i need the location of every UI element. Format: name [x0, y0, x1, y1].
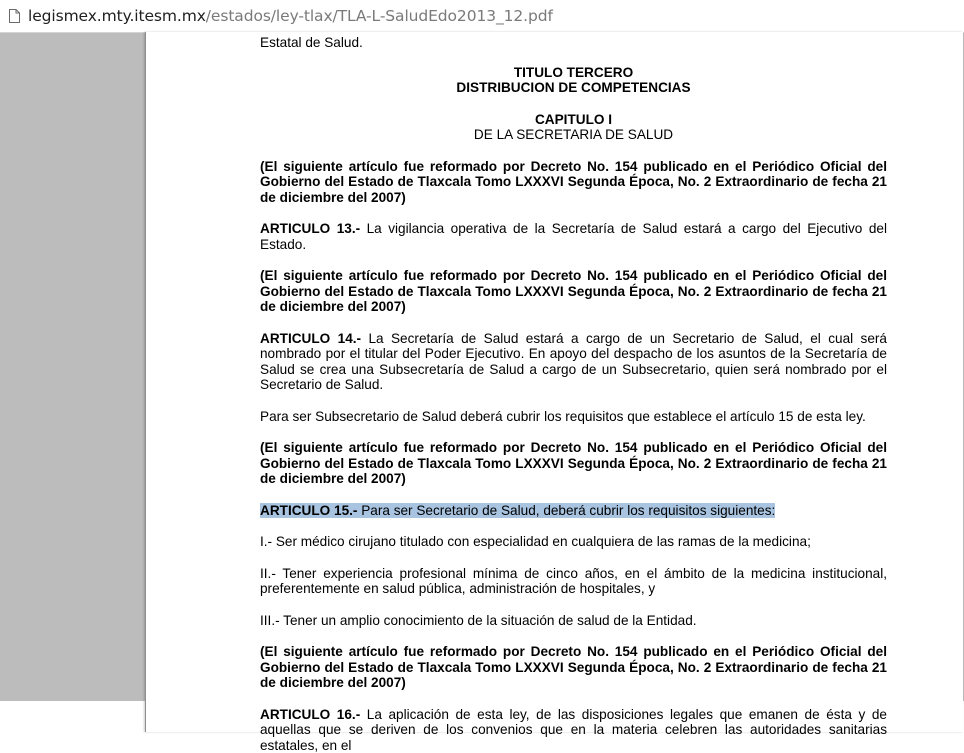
- top-fragment: Estatal de Salud.: [260, 35, 887, 51]
- capitulo-subheading: DE LA SECRETARIA DE SALUD: [260, 127, 887, 143]
- pdf-viewer[interactable]: [0, 33, 964, 701]
- article-13-label: ARTICULO 13.-: [260, 221, 360, 236]
- article-13-text: La vigilancia operativa de la Secretaría de Salud estará a cargo del Ejecutivo del Estado.: [260, 221, 887, 252]
- article-15-label: ARTICULO 15.-: [260, 503, 357, 518]
- reform-note: (El siguiente artículo fue reformado por Decreto No. 154 publicado en el Periódico Oficial del Gobierno del Estado de Tlaxcala Tomo LXXXVI Segunda Época, No. 2 Extraordinario de fecha 21 de diciembre del 2007): [260, 159, 887, 206]
- article-14-label: ARTICULO 14.-: [260, 331, 361, 346]
- url-text[interactable]: [28, 7, 553, 25]
- text-selection[interactable]: [260, 503, 775, 518]
- url-domain: legismex.mty.itesm.mx: [28, 7, 206, 25]
- reform-note: (El siguiente artículo fue reformado por Decreto No. 154 publicado en el Periódico Oficial del Gobierno del Estado de Tlaxcala Tomo LXXXVI Segunda Época, No. 2 Extraordinario de fecha 21 de diciembre del 2007): [260, 644, 887, 691]
- document-content: [260, 32, 887, 753]
- requirement-2: II.- Tener experiencia profesional mínima de cinco años, en el ámbito de la medicina institucional, preferentemente en salud pública, administración de hospitales, y: [260, 566, 887, 597]
- page-icon: [9, 9, 20, 23]
- reform-note: (El siguiente artículo fue reformado por Decreto No. 154 publicado en el Periódico Oficial del Gobierno del Estado de Tlaxcala Tomo LXXXVI Segunda Época, No. 2 Extraordinario de fecha 21 de diciembre del 2007): [260, 440, 887, 487]
- titulo-heading: TITULO TERCERO: [260, 65, 887, 81]
- reform-note: (El siguiente artículo fue reformado por Decreto No. 154 publicado en el Periódico Oficial del Gobierno del Estado de Tlaxcala Tomo LXXXVI Segunda Época, No. 2 Extraordinario de fecha 21 de diciembre del 2007): [260, 268, 887, 315]
- requirement-1: I.- Ser médico cirujano titulado con especialidad en cualquiera de las ramas de la medicina;: [260, 534, 887, 550]
- address-bar[interactable]: [0, 0, 964, 33]
- article-16: [260, 707, 887, 753]
- article-14-text: La Secretaría de Salud estará a cargo de un Secretario de Salud, el cual será nombrado por el titular del Poder Ejecutivo. En apoyo del despacho de los asuntos de la Secretaría de Salud se crea una Subsecretaría de Salud a cargo de un Subsecretario, quien será nombrado por el Secretario de Salud.: [260, 331, 887, 393]
- article-14: [260, 331, 887, 393]
- requirement-3: III.- Tener un amplio conocimiento de la situación de salud de la Entidad.: [260, 613, 887, 629]
- subsecretario-requirements: Para ser Subsecretario de Salud deberá cubrir los requisitos que establece el artículo 15 de esta ley.: [260, 409, 887, 425]
- pdf-page: [145, 32, 963, 732]
- article-16-text: La aplicación de esta ley, de las disposiciones legales que emanen de ésta y de aquellas que se deriven de los convenios que en la materia celebren las autoridades sanitarias estatales, en el: [260, 707, 887, 753]
- titulo-subheading: DISTRIBUCION DE COMPETENCIAS: [260, 80, 887, 96]
- article-16-label: ARTICULO 16.-: [260, 707, 360, 722]
- article-15-text: Para ser Secretario de Salud, deberá cubrir los requisitos siguientes:: [357, 503, 775, 518]
- article-13: [260, 221, 887, 252]
- url-path: /estados/ley-tlax/TLA-L-SaludEdo2013_12.pdf: [206, 7, 553, 25]
- capitulo-heading: CAPITULO I: [260, 112, 887, 128]
- article-15: [260, 503, 887, 519]
